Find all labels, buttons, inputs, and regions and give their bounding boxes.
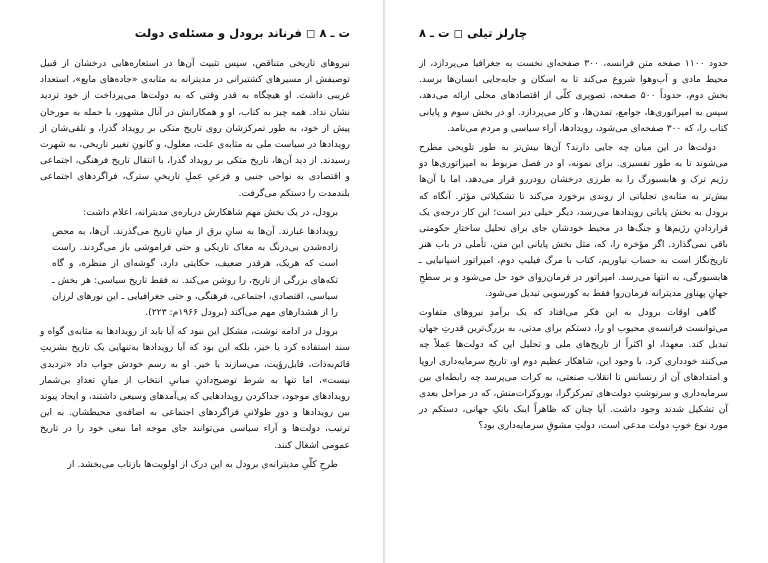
paragraph: طرحِ کلّیِ مدیترانه‌ی برودل به این درک از اولویت‌ها بازتاب می‌بخشد. از — [67, 458, 338, 470]
paragraph: برودل در ادامه نوشت، مشکل این نبود که آیا باید از رویدادها به مثابه‌ی گواه و سند استفاده کرد یا خیر، بلکه این بود که آیا رویدادها به‌تنهایی یک تاریخ بشریتِ قائم‌به‌ذات، قابل‌رؤیت، می‌سازند یا خیر. او به رسم خودش جواب داد «تردیدی نیست»، اما تنها به شرط توضیح‌دادنِ مبانیِ انتخاب از میانِ تعدادِ بی‌شمار رویدادهای موجود، جداکردن رویدادهایی که پی‌آمدهای وسیعی داشتند، و ایجاد پیوند بین رویدادها و دورِ طولانیِ فراگردهای اجتماعی به اضافه‌ی محیطشان. به این ترتیب، دولت‌ها و آراء سیاسی می‌توانند جای موجه اما نبعی خود را در تاریخ عمومی اشغال کنند. — [40, 326, 350, 451]
paragraph: دولت‌ها در این میان چه جایی دارند؟ آن‌ها بیش‌تر به طور تلویحی مطرح می‌شوند تا به طور تفسیری. برای نمونه، او در فصل مربوط به امپراتوری‌ها دو رژیم ترک و هابسبورگ را به طرزی درخشان رودررو قرار می‌دهد، اما با آن‌ها بیش‌تر به مثابه‌ی تجلیاتی از روندی برخورد می‌کند تا تشکیلاتی مؤثر. آنگاه که برودل به بخش پایانی رویدادها می‌رسد، دیگر خیلی دیر است؛ این کار درجه‌ی یک قراردادنِ رژیم‌ها و جنگ‌ها در محیط خودشان جای برای تحلیل ساختارِ حکومتی باقی نمی‌گذارد. اگر مؤخره را، که، مثل بخش پایانی این متن، تأملی در باب هنر تاریخ‌نگار است به حساب نیاوریم، کتاب با مرگ فیلیپ دوم، امپراتور اسپانیایی ـ هابسبورگی، به انتها می‌رسد. امپراتور در فرمان‌روای خود حل می‌شود و بر سطحِ جهانِ پهناورِ مدیترانه فرمان‌روا فقط به کورسویی تبدیل می‌شود. — [419, 142, 728, 299]
right-page — [384, 0, 768, 563]
paragraph: نیروهای تاریخی متناقض، سپس تثبیت آن‌ها در استعاره‌هایی درخشان از قبیل توصیفش از مسیرهای کشتیرانی در مدیترانه به مثابه‌ی «جاده‌های مایع»، استعداد غریبی داشت. او هیچگاه به قدر وقتی که به دولت‌ها می‌پرداخت از خود تردید نشان نداد. همه چیز به کتاب، او و همکارانش در آنال مشهور، با حمله به مورخان پیش از خود، به طور تمرکزشان روی تاریخ متکی بر رویداد گذرا، و تلقی‌شان از رویدادها در سیاست ملی به مثابه‌ی علت، معلول، و کانونِ تغییر تاریخی، به شهرت رسیدند. از دید آن‌ها، تاریخ متکی بر رویداد گذرا، با انتقال تاریخ فرهنگی، اجتماعی و اقتصادی به نواحی جنبی و فرعیِ عملِ تاریخیِ سترگ، فراگردهای اجتماعی بلندمدت را دستکم می‌گرفت. — [40, 58, 350, 199]
page-body — [40, 56, 350, 473]
block-quote: رویدادها غبارند. آن‌ها به سانِ برق از میانِ تاریخ می‌گذرند. آن‌ها، به محض زاده‌شدن بی‌درنگ به مغاک تاریکی و حتی فراموشی باز می‌گردند. راست است که هریک، هرقدر ضعیف، حکایتی دارد، گوشه‌ای از منظره، و گاه تکه‌های بزرگی از تاریخ، را روشن می‌کند. نه فقط تاریخ سیاسی: هر بخش ـ سیاسی، اقتصادی، اجتماعی، فرهنگی، و حتی جغرافیایی ـ این نورهای لرزان را از هشدارهای مهم می‌آکند (برودل ۱۹۶۶م: ۲۲۳). — [52, 226, 338, 319]
paragraph: حدود ۱۱۰۰ صفحه متن فرانسه، ۳۰۰ صفحه‌ای نخست به جغرافیا می‌پردازد، از محیط مادی و آب‌وهوا شروع می‌کند تا به اسکان و جابه‌جایی انسان‌ها برسد. بخش دوم، حدوداً ۵۰۰ صفحه، تصویری کلّی از اقتصادهای محلی ارائه می‌دهد، سپس به امپراتوری‌ها، جوامع، تمدن‌ها، و کار می‌پردازد. او در بخش سوم و پایانی کتاب را، که ۳۰۰ صفحه‌ای می‌شود، رویدادها، آراء سیاسی و مردم می‌نامد. — [419, 58, 729, 134]
page-body — [419, 56, 728, 435]
running-header: چارلز تیلی ◻ ت ـ ۸ — [419, 26, 528, 40]
running-header: ت ـ ۸ ◻ فرناند برودل و مسئله‌ی دولت — [134, 26, 350, 40]
paragraph: گاهی اوقات برودل به این فکر می‌افتاد که یک برآمدِ نیروهای متفاوت می‌توانست فرانسه‌ی محبوب او را، دستکم برای مدتی، به بزرگ‌ترین قدرتِ جهان تبدیل کند. معهذا، او اکثراً از تاریخ‌های ملی و تحلیل این که دولت‌ها عملاً چه می‌کنند خودداری کرد. با وجود این، شاهکار عظیم دوم او، تاریخ سرمایه‌داری اروپا و امتدادهای آن از رنسانس تا انقلاب صنعتی، به کرات می‌پرسد چه رابطه‌ای بین سرمایه‌داری و سرنوشتِ دولت‌های تمرکزگرا، بوروکرات‌منش، که در مراحل بعدی آن تشکیل شدند وجود داشت. آیا چنان که ظاهراً اینک بانکِ جهانی، دستکم در مورد نوع خوبِ دولت مدعی است، دولتِ مشوقِ سرمایه‌داری بود؟ — [419, 307, 728, 432]
paragraph: برودل، در یک بخش مهم شاهکارش درباره‌ی مدیترانه، اعلام داشت: — [83, 206, 338, 218]
